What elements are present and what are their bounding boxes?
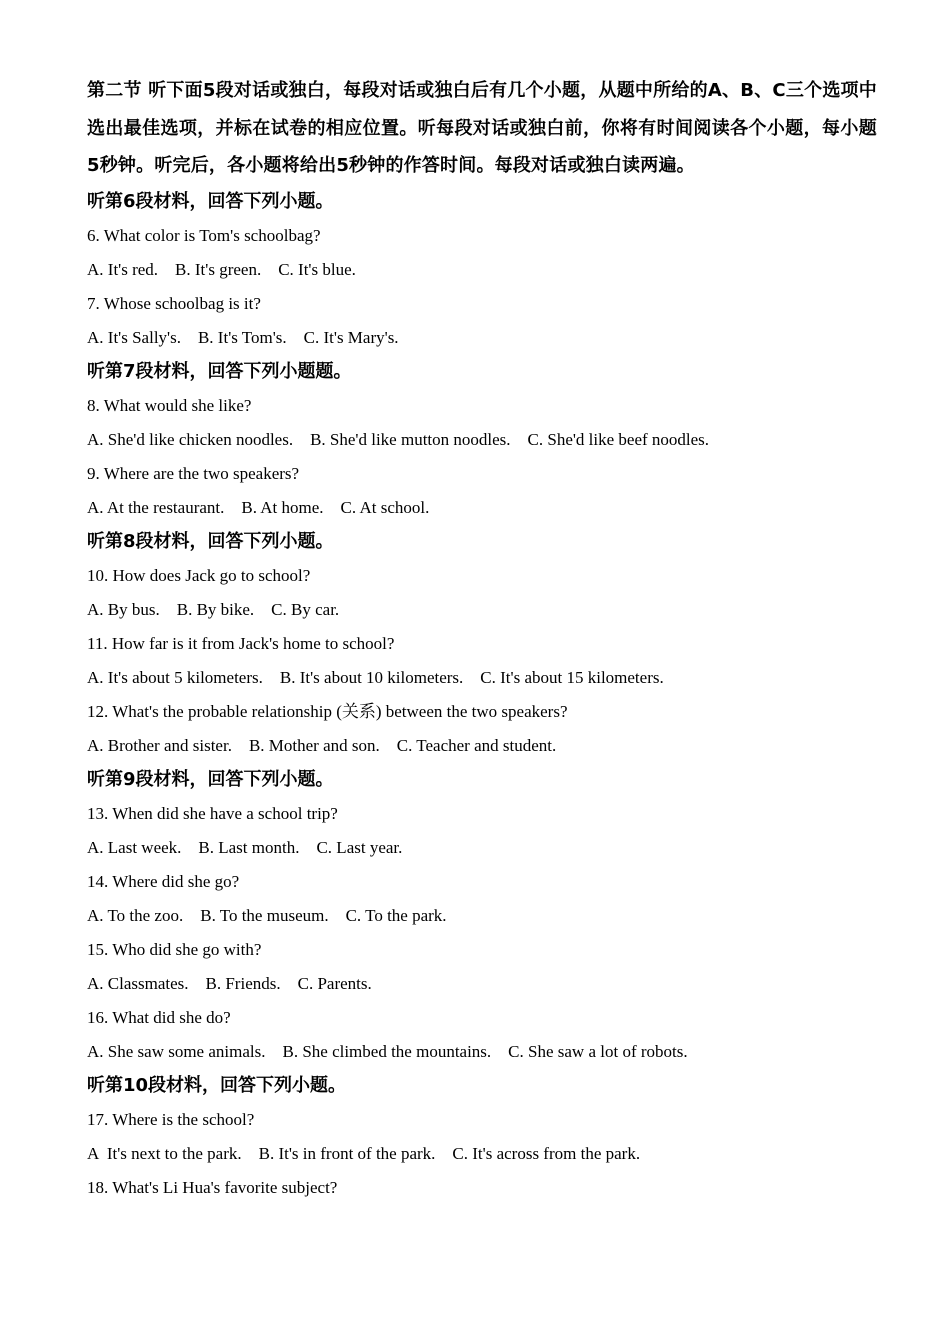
section-heading: 听第7段材料，回答下列小题题。	[87, 360, 352, 382]
question-15: 15. Who did she go with?	[87, 939, 262, 959]
exam-page	[87, 72, 877, 1205]
section-10	[87, 1069, 877, 1205]
question-13: 13. When did she have a school trip?	[87, 803, 338, 823]
section-8	[87, 525, 877, 763]
options-15: A. Classmates. B. Friends. C. Parents.	[87, 973, 372, 993]
options-8: A. She'd like chicken noodles. B. She'd like mutton noodles. C. She'd like beef noodles.	[87, 429, 710, 449]
question-17: 17. Where is the school?	[87, 1109, 255, 1129]
options-11: A. It's about 5 kilometers. B. It's about 10 kilometers. C. It's about 15 kilometers.	[87, 667, 664, 687]
question-16: 16. What did she do?	[87, 1007, 231, 1027]
section-instructions: 第二节 听下面5段对话或独白，每段对话或独白后有几个小题，从题中所给的A、B、C三个选项中选出最佳选项，并标在试卷的相应位置。听每段对话或独白前，你将有时间阅读各个小题，每小题5秒钟。听完后，各小题将给出5秒钟的作答时间。每段对话或独白读两遍。	[87, 80, 877, 176]
options-16: A. She saw some animals. B. She climbed the mountains. C. She saw a lot of robots.	[87, 1041, 688, 1061]
question-9: 9. Where are the two speakers?	[87, 463, 300, 483]
options-13: A. Last week. B. Last month. C. Last year.	[87, 837, 403, 857]
options-12: A. Brother and sister. B. Mother and son. C. Teacher and student.	[87, 735, 557, 755]
options-17: A It's next to the park. B. It's in front of the park. C. It's across from the park.	[87, 1143, 641, 1163]
options-9: A. At the restaurant. B. At home. C. At school.	[87, 497, 430, 517]
question-18: 18. What's Li Hua's favorite subject?	[87, 1177, 338, 1197]
section-6	[87, 185, 877, 355]
section-7	[87, 355, 877, 525]
question-12: 12. What's the probable relationship (关系) between the two speakers?	[87, 701, 568, 721]
question-11: 11. How far is it from Jack's home to school?	[87, 633, 395, 653]
options-14: A. To the zoo. B. To the museum. C. To the park.	[87, 905, 447, 925]
section-heading: 听第9段材料，回答下列小题。	[87, 768, 334, 790]
section-heading: 听第6段材料，回答下列小题。	[87, 190, 334, 212]
section-heading: 听第8段材料，回答下列小题。	[87, 530, 334, 552]
question-6: 6. What color is Tom's schoolbag?	[87, 225, 321, 245]
options-7: A. It's Sally's. B. It's Tom's. C. It's Mary's.	[87, 327, 399, 347]
question-14: 14. Where did she go?	[87, 871, 240, 891]
section-9	[87, 763, 877, 1069]
options-10: A. By bus. B. By bike. C. By car.	[87, 599, 340, 619]
options-6: A. It's red. B. It's green. C. It's blue.	[87, 259, 356, 279]
question-10: 10. How does Jack go to school?	[87, 565, 311, 585]
section-heading: 听第10段材料，回答下列小题。	[87, 1074, 347, 1096]
question-8: 8. What would she like?	[87, 395, 252, 415]
question-7: 7. Whose schoolbag is it?	[87, 293, 261, 313]
